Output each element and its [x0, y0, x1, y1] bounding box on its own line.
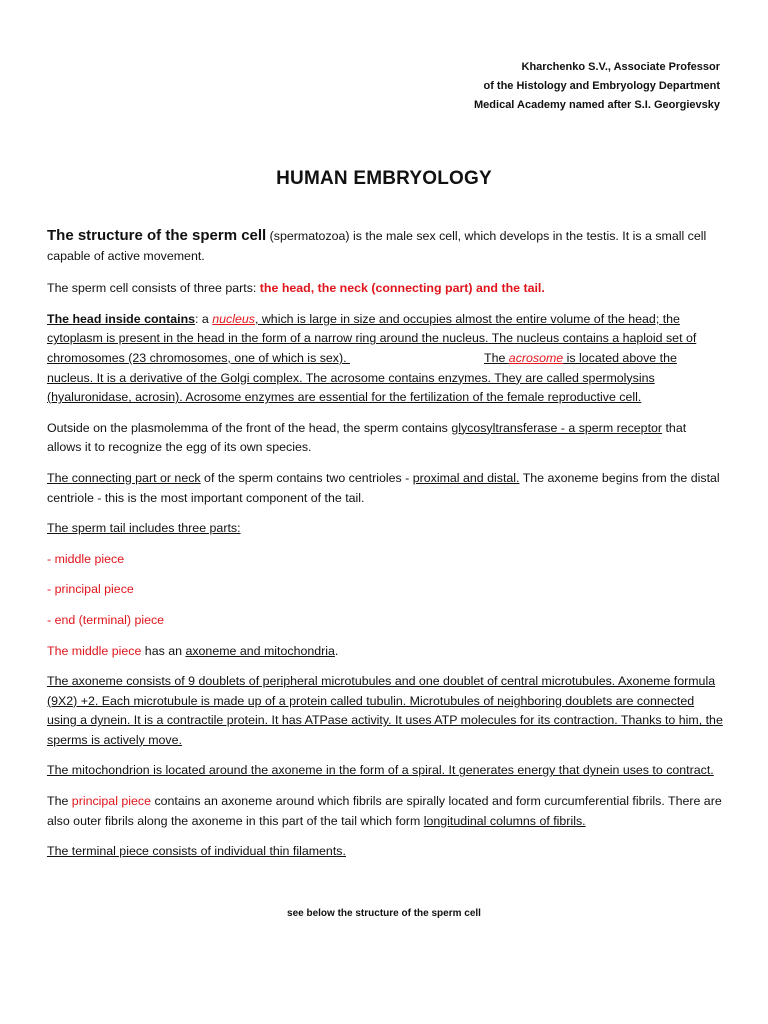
paragraph-outside	[47, 419, 723, 458]
neck-text: of the sperm contains two centrioles -	[200, 470, 413, 485]
centrioles-term: proximal and distal.	[412, 470, 520, 485]
principal-piece-text: contains an axoneme around which fibrils are spirally located and form curcumferential fibrils. There are also outer fibrils along the axoneme in this part of the tail which form	[47, 794, 722, 828]
parts-list: the head, the neck (connecting part) and the tail.	[259, 281, 545, 296]
paragraph-sperm-structure	[47, 226, 723, 266]
tail-item-end: - end (terminal) piece	[47, 612, 165, 627]
sperm-structure-text: (spermatozoa) is the male sex cell, which develops in the testis. It is a small cell capable of active movement.	[47, 229, 707, 263]
paragraph-parts	[47, 279, 723, 299]
paragraph-middle-piece	[47, 642, 723, 662]
acrosome-term: acrosome	[508, 350, 564, 365]
tail-heading: The sperm tail includes three parts:	[47, 521, 241, 536]
head-colon: : a	[195, 311, 213, 326]
author-name: Kharchenko S.V., Associate Professor	[521, 61, 720, 73]
paragraph-terminal-piece: The terminal piece consists of individual thin filaments.	[47, 844, 346, 859]
principal-piece-label: principal piece	[71, 794, 152, 809]
head-label: The head inside contains	[47, 311, 196, 326]
document-title: HUMAN EMBRYOLOGY	[276, 168, 492, 189]
longitudinal-columns-term: longitudinal columns of fibrils.	[423, 813, 586, 828]
principal-pre: The	[47, 794, 72, 809]
sperm-receptor-term: glycosyltransferase - a sperm receptor	[451, 420, 663, 435]
middle-piece-text: has an	[141, 643, 186, 658]
author-department: of the Histology and Embryology Department	[483, 80, 720, 92]
heading-sperm-structure: The structure of the sperm cell	[47, 227, 267, 244]
acrosome-pre: The	[484, 350, 509, 365]
nucleus-term: nucleus	[212, 311, 255, 326]
outside-text-end: that allows it to recognize the egg of its own species.	[47, 420, 687, 455]
acrosome-text: is located above the nucleus. It is a derivative of the Golgi complex. The acrosome contains enzymes. They are called spermolysins (hyaluronidase, acrosin). Acrosome enzymes are essential for the fertilization of the female reproductive cell.	[47, 350, 677, 405]
paragraph-axoneme: The axoneme consists of 9 doublets of peripheral microtubules and one doublet of central microtubules. Axoneme formula (9X2) +2. Each microtubule is made up of a protein called tubulin. Microtubules of neighboring doublets are connected using a dynein. It is a contractile protein. It has ATPase activity. It uses ATP molecules for its contraction. Thanks to him, the sperms is actively move.	[47, 674, 723, 747]
paragraph-mitochondrion: The mitochondrion is located around the axoneme in the form of a spiral. It generates energy that dynein uses to contract.	[47, 763, 714, 778]
document-body	[47, 226, 723, 862]
tail-item-middle: - middle piece	[47, 551, 125, 566]
parts-intro: The sperm cell consists of three parts:	[47, 281, 260, 296]
head-text: , which is large in size and occupies almost the entire volume of the head; the cytoplasm is present in the head in the form of a narrow ring around the nucleus. The nucleus contains a haploid set of chromosomes (23 chromosomes, one of which is sex).	[47, 311, 697, 365]
author-academy: Medical Academy named after S.I. Georgievsky	[474, 99, 720, 111]
middle-piece-term: axoneme and mitochondria	[185, 643, 335, 658]
outside-text: Outside on the plasmolemma of the front of the head, the sperm contains	[47, 420, 452, 435]
paragraph-head	[47, 310, 723, 408]
middle-piece-label: The middle piece	[47, 643, 142, 658]
paragraph-neck	[47, 469, 723, 508]
neck-label: The connecting part or neck	[47, 470, 201, 485]
paragraph-principal-piece	[47, 792, 723, 831]
author-block	[474, 58, 720, 115]
neck-text-end: The axoneme begins from the distal centriole - this is the most important component of the tail.	[47, 470, 720, 505]
tail-item-principal: - principal piece	[47, 582, 134, 597]
middle-piece-end: .	[334, 643, 339, 658]
footer-caption: see below the structure of the sperm cell	[287, 908, 481, 919]
